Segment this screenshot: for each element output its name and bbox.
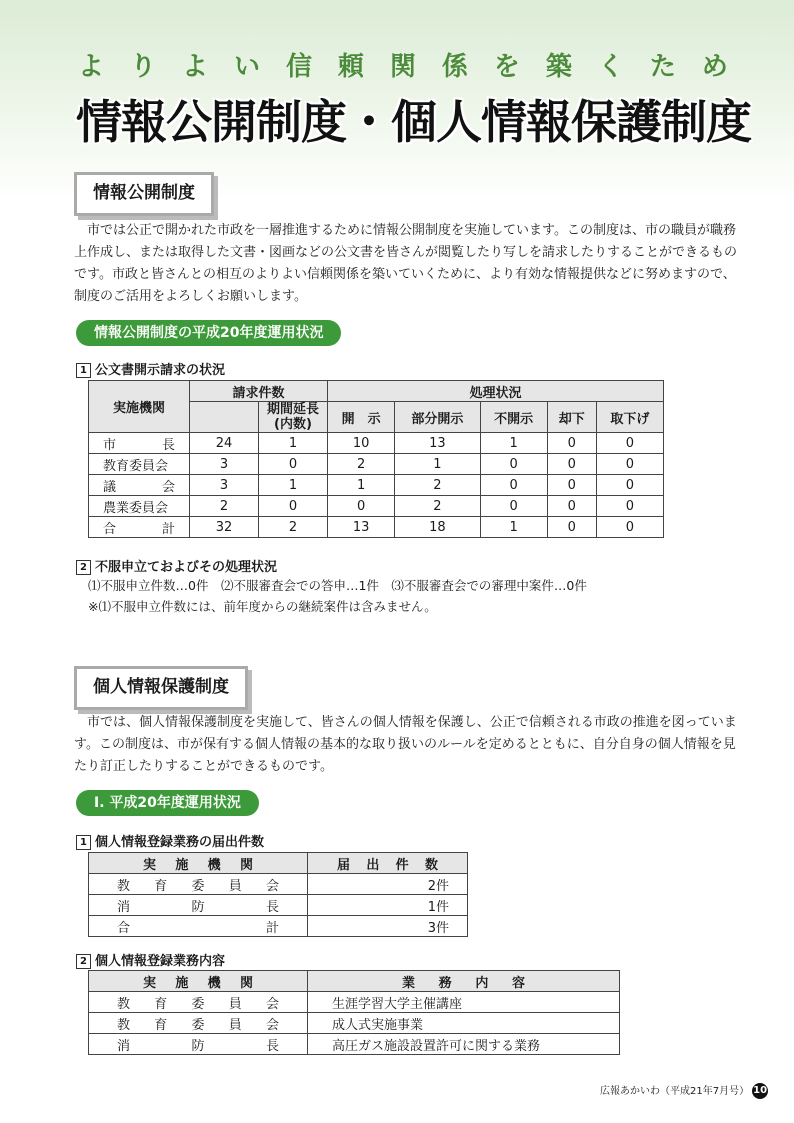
process-cell: 0 (547, 496, 596, 517)
status-pill: 情報公開制度の平成20年度運用状況 (76, 320, 341, 346)
process-cell: 1 (480, 433, 547, 454)
table-row (89, 1013, 620, 1034)
agency-cell (89, 496, 190, 517)
extension-cell: 1 (259, 433, 328, 454)
header-char: 関 (239, 975, 253, 991)
header-char: 容 (511, 975, 525, 991)
process-cell: 2 (395, 475, 480, 496)
footer (600, 1082, 768, 1099)
process-cell: 13 (328, 517, 395, 538)
header-requests: 請求件数 (190, 381, 328, 402)
process-cell: 0 (596, 433, 663, 454)
subtitle-char: 築 (545, 52, 572, 82)
count-cell: 1件 (308, 895, 468, 916)
appeal-note: ※⑴不服申立件数には、前年度からの継続案件は含みません。 (88, 599, 437, 614)
agency-char: 育 (154, 996, 168, 1012)
status-pill: I. 平成20年度運用状況 (76, 790, 259, 816)
agency-cell (89, 874, 308, 895)
agency-char: 会 (265, 878, 279, 894)
process-cell: 0 (596, 475, 663, 496)
process-cell: 0 (596, 454, 663, 475)
subheading-text: 個人情報登録業務内容 (95, 954, 226, 969)
agency-cell (89, 1034, 308, 1055)
header-char: 関 (239, 857, 253, 873)
table-row (89, 496, 664, 517)
header-char: 機 (207, 857, 221, 873)
agency-char: 委 (191, 1017, 205, 1033)
header-char: 内 (475, 975, 489, 991)
process-cell: 2 (328, 454, 395, 475)
subtitle-char: よ (181, 52, 208, 82)
agency-cell (89, 517, 190, 538)
agency-text (93, 875, 303, 894)
subheading (76, 950, 225, 969)
agency-char: 教 (117, 1017, 131, 1033)
content-cell: 高圧ガス施設設置許可に関する業務 (308, 1034, 620, 1055)
agency-char: 会 (265, 1017, 279, 1033)
header-content (308, 971, 620, 992)
header-col: 取下げ (596, 402, 663, 433)
header-char: 務 (438, 975, 452, 991)
agency-text (93, 518, 185, 537)
count-cell: 3件 (308, 916, 468, 937)
header-col: 部分開示 (395, 402, 480, 433)
table-row (89, 895, 468, 916)
process-cell: 0 (547, 475, 596, 496)
subtitle-char: よ (78, 52, 105, 82)
table-row (89, 475, 664, 496)
agency-char: 委 (191, 878, 205, 894)
subheading (76, 359, 225, 378)
header-blank (190, 402, 259, 433)
section-title-box (74, 666, 248, 710)
subtitle-char: り (129, 52, 156, 82)
intro-paragraph: 市では公正で開かれた市政を一層推進するために情報公開制度を実施しています。この制度は、市の職員が職務上作成し、または取得した文書・図画などの公文書を皆さんが閲覧したり写しを請求したりすることができるものです。市政と皆さんとの相互のよりよい信頼関係を築いていくために、より有効な情報提供などに努めますので、制度のご活用をよろしくお願いします。 (74, 223, 738, 304)
section-title-box (74, 172, 214, 216)
content-cell: 生涯学習大学主催講座 (308, 992, 620, 1013)
agency-char: 農業委員会 (103, 500, 169, 516)
agency-char: 消 (117, 1038, 131, 1054)
requests-cell: 2 (190, 496, 259, 517)
agency-char: 長 (265, 1038, 279, 1054)
agency-char: 会 (265, 996, 279, 1012)
header-char: 業 (402, 975, 416, 991)
agency-char: 員 (228, 1017, 242, 1033)
table-row (89, 992, 620, 1013)
requests-cell: 24 (190, 433, 259, 454)
subheading-text: 個人情報登録業務の届出件数 (95, 835, 265, 850)
registration-count-table (88, 852, 468, 937)
agency-char: 育 (154, 1017, 168, 1033)
extension-cell: 1 (259, 475, 328, 496)
content-cell: 成人式実施事業 (308, 1013, 620, 1034)
process-cell: 13 (395, 433, 480, 454)
subtitle-char: め (701, 52, 728, 82)
table-row (89, 874, 468, 895)
agency-text (93, 497, 185, 516)
agency-text (93, 434, 185, 453)
page-number: 10 (752, 1083, 768, 1099)
header-agency (89, 971, 308, 992)
header-char: 施 (175, 975, 189, 991)
agency-text (93, 455, 185, 474)
process-cell: 1 (328, 475, 395, 496)
agency-char: 委 (191, 996, 205, 1012)
table-row (89, 1034, 620, 1055)
process-cell: 1 (395, 454, 480, 475)
subtitle-char: を (493, 52, 520, 82)
table-row (89, 916, 468, 937)
agency-cell (89, 454, 190, 475)
process-cell: 0 (596, 517, 663, 538)
process-cell: 0 (547, 433, 596, 454)
subheading (76, 556, 277, 575)
agency-char: 長 (265, 899, 279, 915)
agency-text (93, 917, 303, 936)
header-char: 届 (337, 857, 351, 873)
agency-char: 防 (191, 899, 205, 915)
agency-text (93, 1035, 303, 1054)
requests-cell: 32 (190, 517, 259, 538)
header-count (308, 853, 468, 874)
extension-cell: 2 (259, 517, 328, 538)
subtitle-char: い (233, 52, 260, 82)
process-cell: 0 (328, 496, 395, 517)
header-char: 実 (143, 857, 157, 873)
section-title: 情報公開制度 (77, 175, 211, 211)
table-row (89, 454, 664, 475)
page-title: 情報公開制度・個人情報保護制度 (76, 95, 751, 149)
agency-text (93, 896, 303, 915)
header-char: 施 (175, 857, 189, 873)
header-col: 開 示 (328, 402, 395, 433)
agency-char: 会 (161, 479, 175, 495)
subheading (76, 831, 264, 850)
agency-text (93, 993, 303, 1012)
header-col: 不開示 (480, 402, 547, 433)
intro-paragraph: 市では、個人情報保護制度を実施して、皆さんの個人情報を保護し、公正で信頼される市政の推進を図っています。この制度は、市が保有する個人情報の基本的な取り扱いのルールを定めるとともに、自分自身の個人情報を見たり訂正したりすることができるものです。 (74, 715, 737, 774)
disclosure-table (88, 380, 664, 538)
number-box: 2 (76, 954, 91, 969)
agency-char: 育 (154, 878, 168, 894)
subheading-text: 不服申立ておよびその処理状況 (95, 560, 278, 575)
process-cell: 0 (596, 496, 663, 517)
agency-char: 計 (161, 521, 175, 537)
agency-char: 教育委員会 (103, 458, 169, 474)
agency-text (93, 476, 185, 495)
agency-cell (89, 992, 308, 1013)
agency-char: 合 (117, 920, 131, 936)
process-cell: 2 (395, 496, 480, 517)
agency-char: 教 (117, 996, 131, 1012)
agency-char: 計 (265, 920, 279, 936)
agency-char: 員 (228, 878, 242, 894)
header-char: 出 (366, 857, 380, 873)
agency-char: 合 (103, 521, 117, 537)
header-char: 件 (395, 857, 409, 873)
process-cell: 1 (480, 517, 547, 538)
appeal-line: ⑴不服申立件数…0件 ⑵不服審査会での答申…1件 ⑶不服審査会での審理中案件…0件 (88, 578, 587, 593)
table-row (89, 517, 664, 538)
extension-cell: 0 (259, 454, 328, 475)
subtitle-char: 係 (441, 52, 468, 82)
agency-char: 長 (161, 437, 175, 453)
subheading-text: 公文書開示請求の状況 (95, 363, 226, 378)
process-cell: 10 (328, 433, 395, 454)
header-agency (89, 853, 308, 874)
agency-text (93, 1014, 303, 1033)
header-char: 数 (424, 857, 438, 873)
agency-cell (89, 895, 308, 916)
subtitle-char: 頼 (337, 52, 364, 82)
header-col: 却下 (547, 402, 596, 433)
requests-cell: 3 (190, 454, 259, 475)
agency-char: 市 (103, 437, 117, 453)
process-cell: 0 (480, 454, 547, 475)
agency-char: 議 (103, 479, 117, 495)
extension-cell: 0 (259, 496, 328, 517)
registration-content-table (88, 970, 620, 1055)
process-cell: 0 (480, 475, 547, 496)
header-char: 実 (143, 975, 157, 991)
agency-char: 教 (117, 878, 131, 894)
section-title: 個人情報保護制度 (77, 669, 245, 705)
number-box: 2 (76, 560, 91, 575)
subtitle-char: 信 (285, 52, 312, 82)
process-cell: 0 (480, 496, 547, 517)
agency-cell (89, 916, 308, 937)
header-extension: 期間延長 (内数) (259, 402, 328, 433)
header-char: 機 (207, 975, 221, 991)
subtitle-char: た (649, 52, 676, 82)
header-subtitle (78, 46, 728, 83)
process-cell: 0 (547, 454, 596, 475)
agency-cell (89, 475, 190, 496)
number-box: 1 (76, 835, 91, 850)
subtitle-char: く (597, 52, 624, 82)
requests-cell: 3 (190, 475, 259, 496)
header-process: 処理状況 (328, 381, 664, 402)
agency-char: 員 (228, 996, 242, 1012)
header-agency: 実施機関 (89, 381, 190, 433)
agency-cell (89, 433, 190, 454)
agency-cell (89, 1013, 308, 1034)
process-cell: 0 (547, 517, 596, 538)
table-row (89, 433, 664, 454)
count-cell: 2件 (308, 874, 468, 895)
number-box: 1 (76, 363, 91, 378)
process-cell: 18 (395, 517, 480, 538)
agency-char: 防 (191, 1038, 205, 1054)
footer-text: 広報あかいわ（平成21年7月号） (600, 1086, 750, 1097)
subtitle-char: 関 (389, 52, 416, 82)
agency-char: 消 (117, 899, 131, 915)
